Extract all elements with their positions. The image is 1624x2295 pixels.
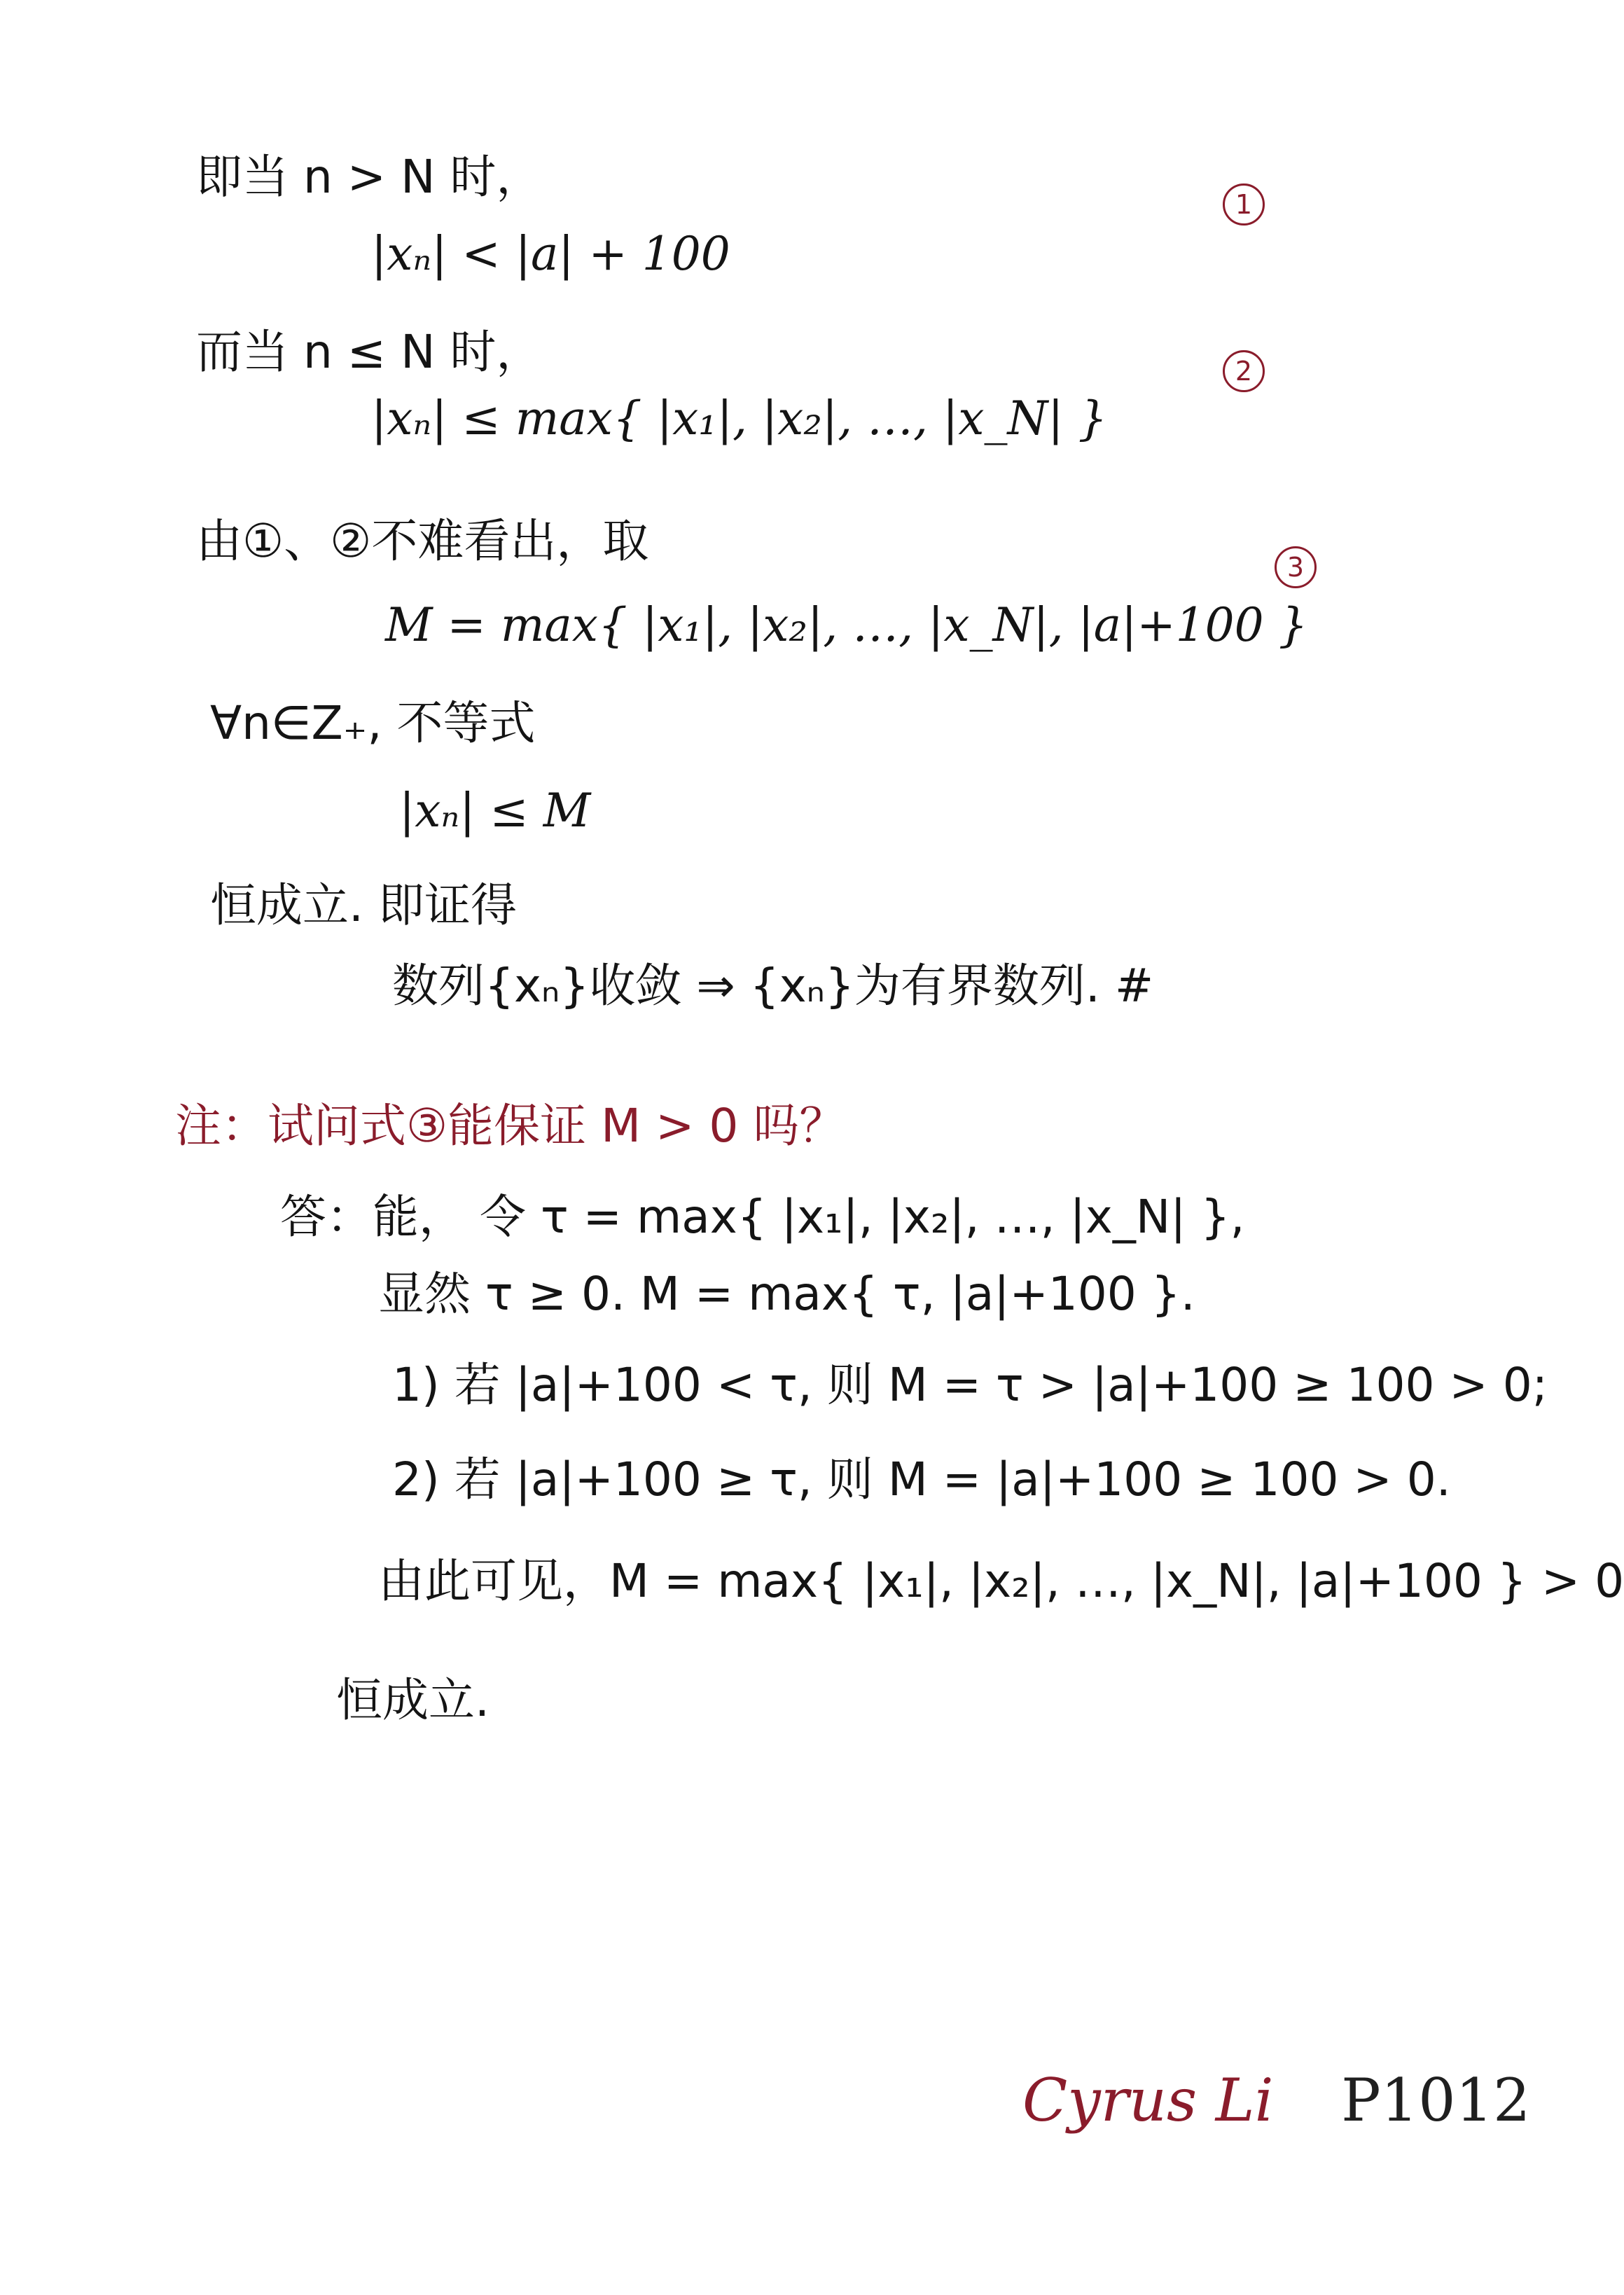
marker-1-label: 1 xyxy=(1235,189,1253,220)
text-line-14 xyxy=(392,1358,1548,1412)
line-5-text: 由①、②不难看出，取 xyxy=(196,514,649,568)
text-line-13 xyxy=(378,1267,1195,1321)
line-1-text: 即当 n > N 时， xyxy=(196,150,543,204)
line-8-text: |xₙ| ≤ M xyxy=(399,784,591,838)
line-11-text: 注：试问式③能保证 M > 0 吗？ xyxy=(175,1099,846,1153)
signature-name: Cyrus Li xyxy=(1022,2066,1274,2135)
signature xyxy=(1022,2066,1530,2135)
text-line-8 xyxy=(399,784,591,838)
line-13-text: 显然 τ ≥ 0. M = max{ τ, |a|+100 }. xyxy=(378,1267,1195,1321)
line-16-text: 由此可见，M = max{ |x₁|, |x₂|, …, |x_N|, |a|+100 } > 0 xyxy=(378,1554,1624,1608)
text-line-10 xyxy=(392,959,1154,1013)
line-15-text: 2) 若 |a|+100 ≥ τ, 则 M = |a|+100 ≥ 100 > 0. xyxy=(392,1452,1451,1506)
text-line-17 xyxy=(336,1673,490,1727)
text-line-6 xyxy=(385,598,1308,652)
marker-3 xyxy=(1275,546,1317,588)
line-17-text: 恒成立. xyxy=(336,1673,490,1727)
text-line-9 xyxy=(210,878,517,932)
line-3-text: 而当 n ≤ N 时， xyxy=(196,325,543,379)
line-9-text: 恒成立. 即证得 xyxy=(210,878,517,932)
text-line-2 xyxy=(371,227,730,281)
text-line-12 xyxy=(280,1190,1245,1244)
text-line-11 xyxy=(175,1099,846,1153)
signature-code: P1012 xyxy=(1341,2066,1531,2135)
text-line-1 xyxy=(196,150,543,204)
text-line-15 xyxy=(392,1452,1451,1506)
text-line-7 xyxy=(210,696,536,750)
line-14-text: 1) 若 |a|+100 < τ, 则 M = τ > |a|+100 ≥ 100 > 0; xyxy=(392,1358,1548,1412)
line-6-text: M = max{ |x₁|, |x₂|, …, |x_N|, |a|+100 } xyxy=(385,598,1308,652)
marker-3-label: 3 xyxy=(1286,552,1305,583)
marker-1 xyxy=(1223,183,1265,226)
text-line-5 xyxy=(196,514,649,568)
marker-2-label: 2 xyxy=(1235,356,1253,387)
line-7-text: ∀n∈Z₊, 不等式 xyxy=(210,696,536,750)
text-line-16 xyxy=(378,1554,1624,1608)
text-line-4 xyxy=(371,391,1108,445)
line-10-text: 数列{xₙ}收敛 ⇒ {xₙ}为有界数列. # xyxy=(392,959,1154,1013)
marker-2 xyxy=(1223,350,1265,392)
line-12-text: 答：能， 令 τ = max{ |x₁|, |x₂|, …, |x_N| }, xyxy=(280,1190,1245,1244)
line-4-text: |xₙ| ≤ max{ |x₁|, |x₂|, …, |x_N| } xyxy=(371,391,1108,445)
line-2-text: |xₙ| < |a| + 100 xyxy=(371,227,730,281)
text-line-3 xyxy=(196,325,543,379)
